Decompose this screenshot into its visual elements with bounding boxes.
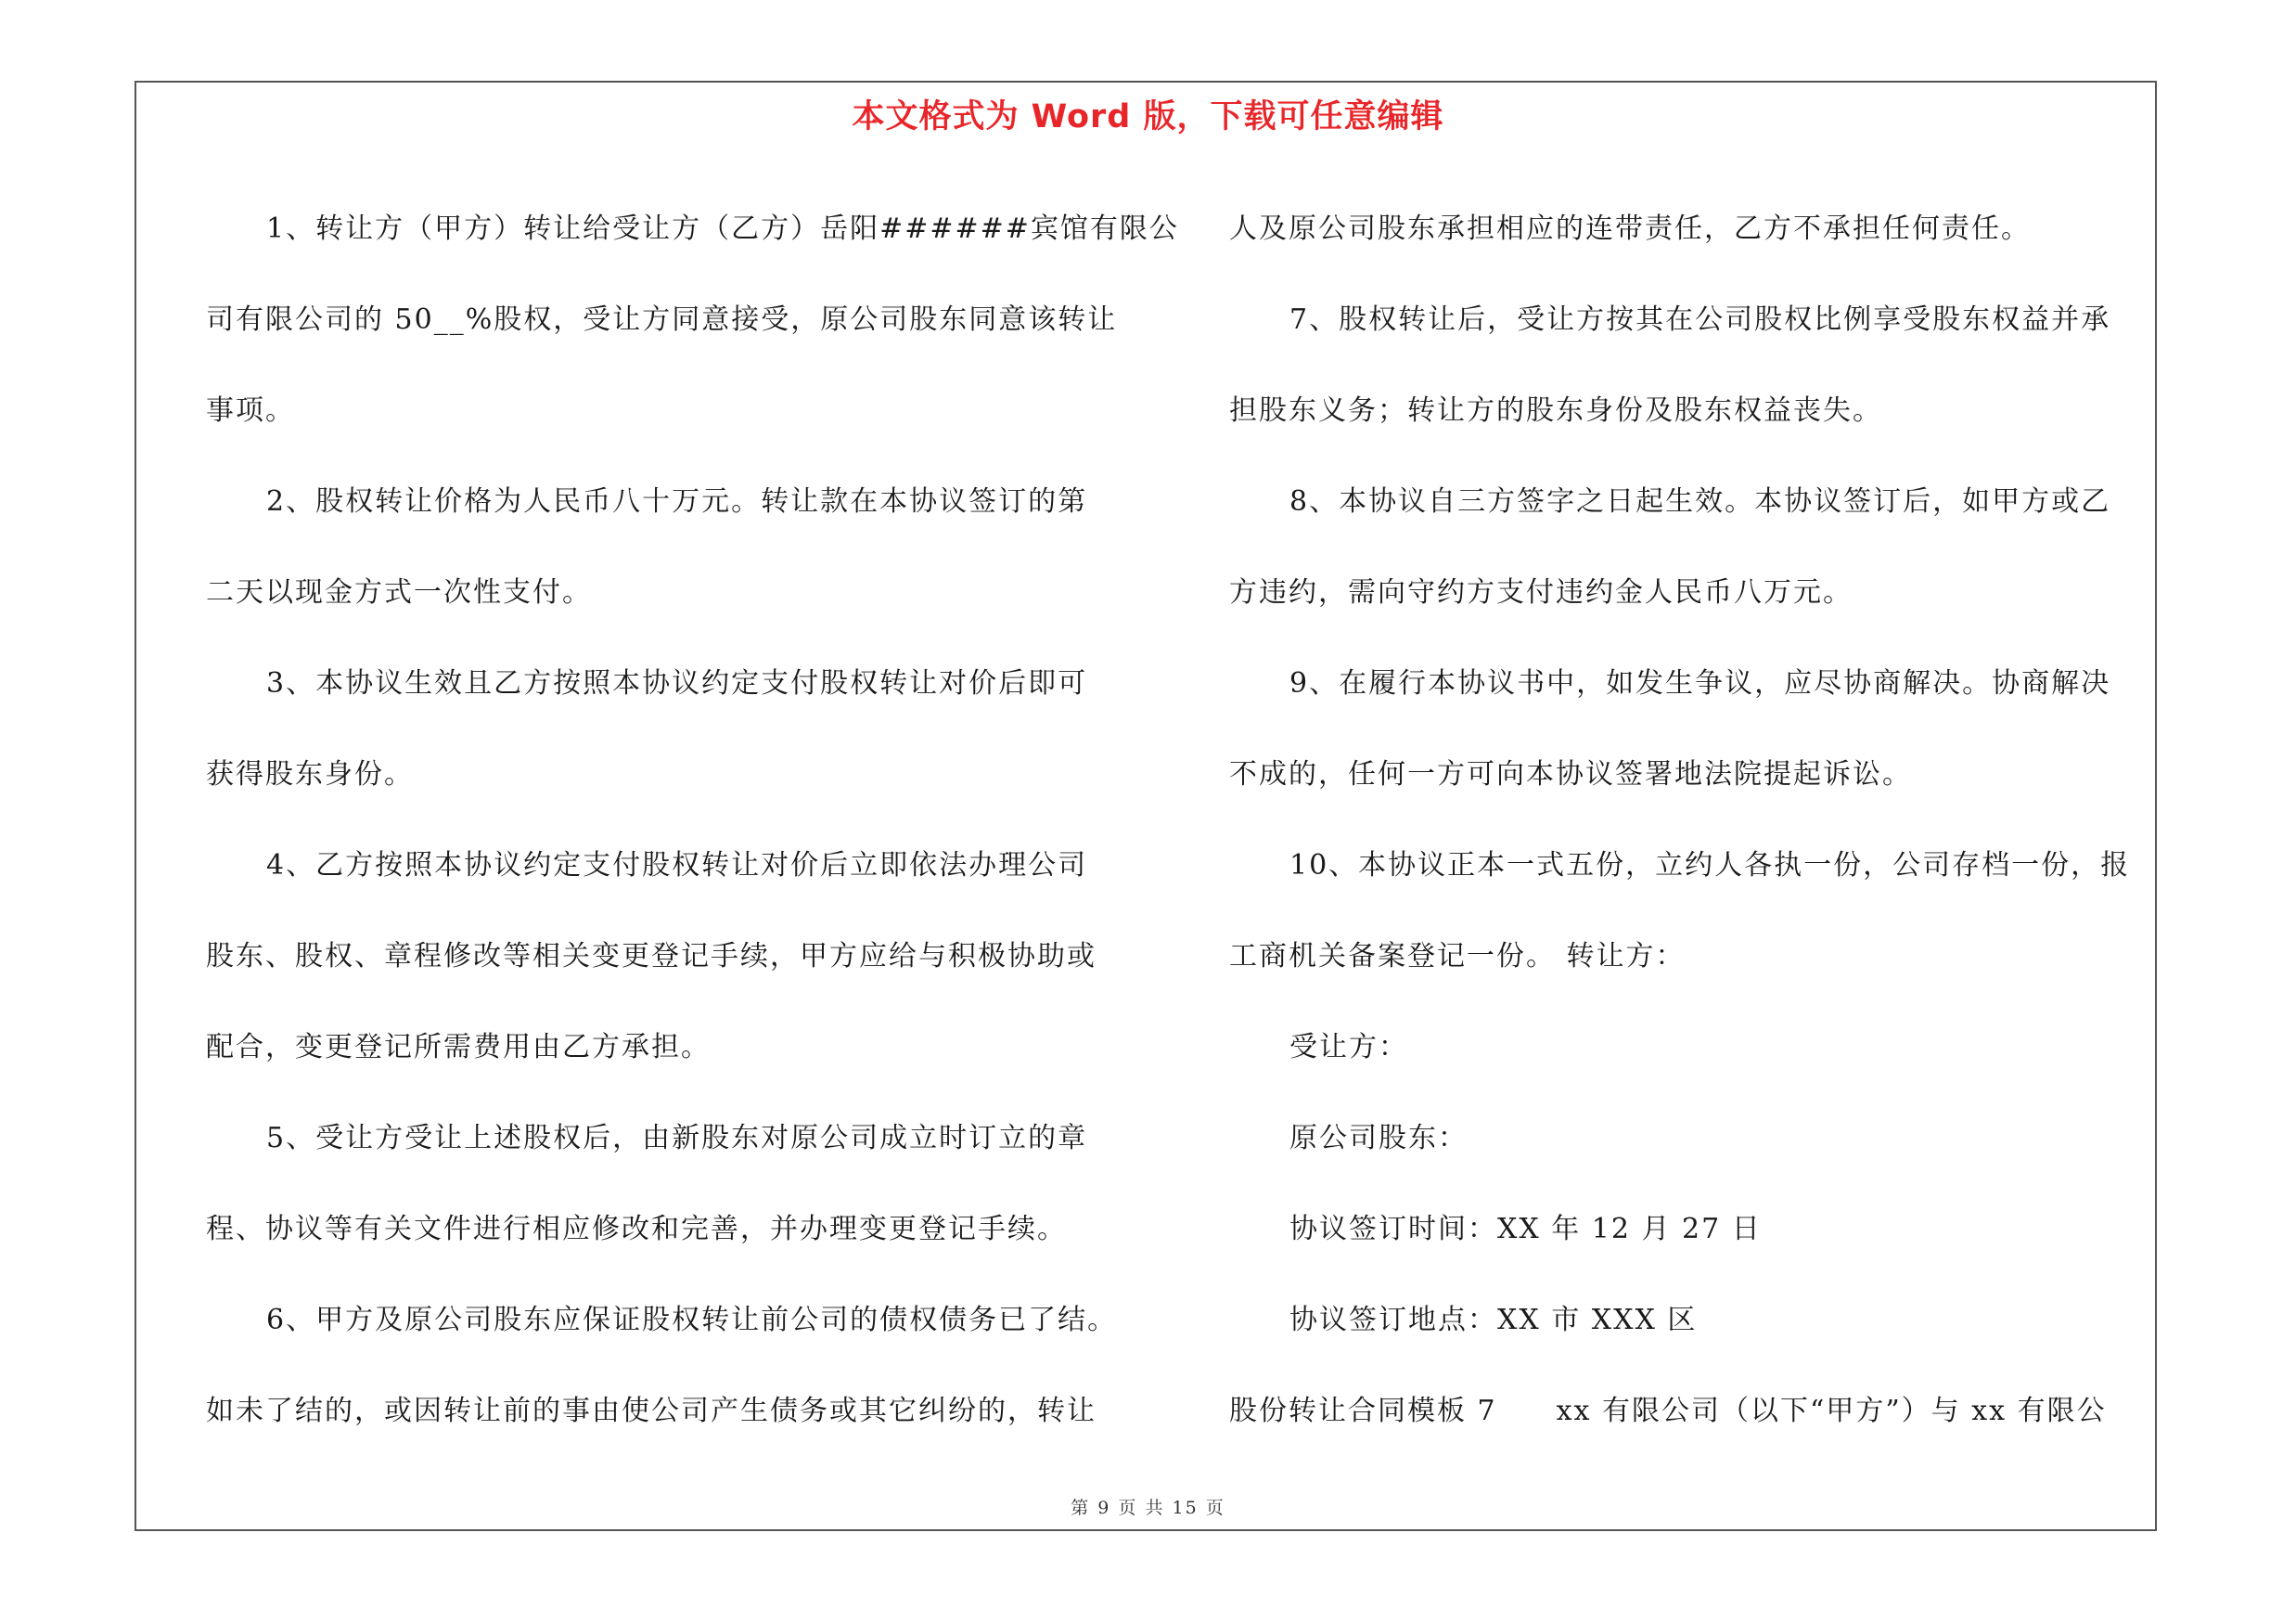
text-line: 10、本协议正本一式五份，立约人各执一份，公司存档一份，报 xyxy=(1289,849,2131,882)
text-line: 股东、股权、章程修改等相关变更登记手续，甲方应给与积极协助或 xyxy=(206,940,1097,973)
text-line: 如未了结的，或因转让前的事由使公司产生债务或其它纠纷的，转让 xyxy=(206,1395,1097,1427)
text-line: 受让方： xyxy=(1289,1031,1408,1063)
text-line: 司有限公司的 50__%股权，受让方同意接受，原公司股东同意该转让 xyxy=(206,303,1118,336)
text-line: 6、甲方及原公司股东应保证股权转让前公司的债权债务已了结。 xyxy=(266,1304,1118,1336)
text-line: 7、股权转让后，受让方按其在公司股权比例享受股东权益并承 xyxy=(1289,303,2111,336)
format-banner: 本文格式为 Word 版，下载可任意编辑 xyxy=(852,98,1444,135)
text-line: 原公司股东： xyxy=(1289,1122,1468,1154)
text-line: 1、转让方（甲方）转让给受让方（乙方）岳阳######宾馆有限公 xyxy=(266,213,1179,245)
text-line: 工商机关备案登记一份。 转让方： xyxy=(1229,940,1686,973)
text-line: 二天以现金方式一次性支付。 xyxy=(206,576,592,609)
text-line: 9、在履行本协议书中，如发生争议，应尽协商解决。协商解决 xyxy=(1289,667,2111,700)
text-line: 事项。 xyxy=(206,394,295,427)
text-line: 人及原公司股东承担相应的连带责任，乙方不承担任何责任。 xyxy=(1229,213,2031,245)
text-line: 3、本协议生效且乙方按照本协议约定支付股权转让对价后即可 xyxy=(266,667,1088,700)
text-line: 配合，变更登记所需费用由乙方承担。 xyxy=(206,1031,711,1063)
text-line: 5、受让方受让上述股权后，由新股东对原公司成立时订立的章 xyxy=(266,1122,1088,1154)
left-column xyxy=(206,184,1179,1457)
text-line: 不成的，任何一方可向本协议签署地法院提起诉讼。 xyxy=(1229,758,1912,791)
page-footer: 第 9 页 共 15 页 xyxy=(1071,1498,1225,1518)
text-line: 获得股东身份。 xyxy=(206,758,414,791)
text-line: 方违约，需向守约方支付违约金人民币八万元。 xyxy=(1229,576,1853,609)
text-line: 4、乙方按照本协议约定支付股权转让对价后立即依法办理公司 xyxy=(266,849,1088,882)
right-column xyxy=(1229,184,2157,1457)
text-line: 担股东义务；转让方的股东身份及股东权益丧失。 xyxy=(1229,394,1882,427)
text-line: 2、股权转让价格为人民币八十万元。转让款在本协议签订的第 xyxy=(266,485,1088,518)
text-line: 8、本协议自三方签字之日起生效。本协议签订后，如甲方或乙 xyxy=(1289,485,2111,518)
text-line: 协议签订时间：XX 年 12 月 27 日 xyxy=(1289,1213,1762,1245)
text-line: 程、协议等有关文件进行相应修改和完善，并办理变更登记手续。 xyxy=(206,1213,1067,1245)
text-line: 协议签订地点：XX 市 XXX 区 xyxy=(1289,1304,1698,1336)
text-line: 股份转让合同模板 7 xx 有限公司（以下“甲方”）与 xx 有限公 xyxy=(1229,1395,2107,1427)
